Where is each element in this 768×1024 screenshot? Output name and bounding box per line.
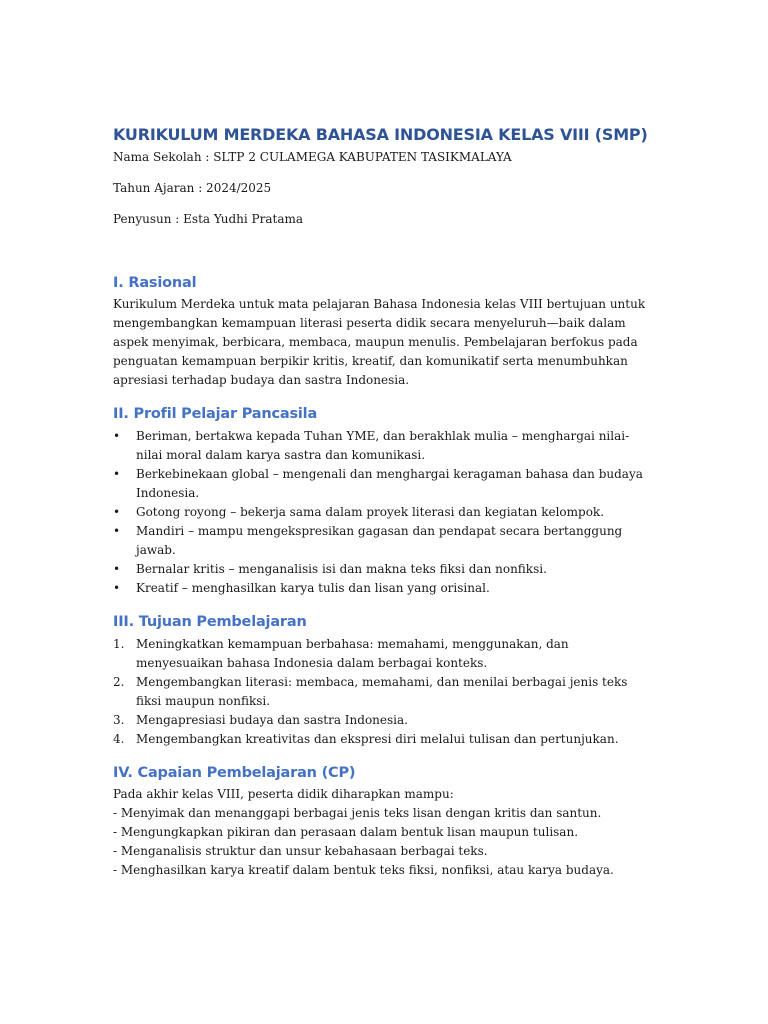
- bullet-icon: •: [113, 562, 121, 576]
- list-item: [113, 522, 653, 560]
- list-item-text: Mandiri – mampu mengekspresikan gagasan dan pendapat secara bertanggung jawab.: [136, 524, 623, 557]
- list-item: [113, 427, 653, 465]
- list-number: 1.: [113, 637, 125, 651]
- rasional-paragraph: Kurikulum Merdeka untuk mata pelajaran Bahasa Indonesia kelas VIII bertujuan untuk mengembangkan kemampuan literasi peserta didik secara menyeluruh—baik dalam aspek menyimak, berbicara, membaca, maupun menulis. Pembelajaran berfokus pada penguatan kemampuan berpikir kritis, kreatif, dan komunikatif serta menumbuhkan apresiasi terhadap budaya dan sastra Indonesia.: [113, 297, 646, 387]
- school-name: Nama Sekolah : SLTP 2 CULAMEGA KABUPATEN TASIKMALAYA: [113, 150, 512, 164]
- list-item: [113, 503, 653, 522]
- list-item: [113, 730, 653, 749]
- list-item-text: Gotong royong – bekerja sama dalam proyek literasi dan kegiatan kelompok.: [136, 505, 605, 519]
- section-heading-profil: II. Profil Pelajar Pancasila: [113, 406, 318, 422]
- list-item-text: Mengapresiasi budaya dan sastra Indonesia.: [136, 713, 408, 727]
- list-item-text: Meningkatkan kemampuan berbahasa: memahami, menggunakan, dan menyesuaikan bahasa Indonesia dalam berbagai konteks.: [136, 637, 569, 670]
- list-item-text: Beriman, bertakwa kepada Tuhan YME, dan berakhlak mulia – menghargai nilai-nilai moral dalam karya sastra dan komunikasi.: [136, 429, 630, 462]
- capaian-line: - Menghasilkan karya kreatif dalam bentuk teks fiksi, nonfiksi, atau karya budaya.: [113, 863, 614, 877]
- capaian-block: [113, 785, 653, 880]
- list-number: 3.: [113, 713, 125, 727]
- bullet-icon: •: [113, 581, 121, 595]
- bullet-icon: •: [113, 467, 121, 481]
- profil-list: [113, 427, 653, 598]
- list-item: [113, 635, 653, 673]
- list-number: 4.: [113, 732, 125, 746]
- section-heading-rasional: I. Rasional: [113, 275, 197, 291]
- list-item-text: Mengembangkan literasi: membaca, memahami, dan menilai berbagai jenis teks fiksi maupun nonfiksi.: [136, 675, 628, 708]
- list-item: [113, 465, 653, 503]
- section-heading-capaian: IV. Capaian Pembelajaran (CP): [113, 765, 356, 781]
- list-item: [113, 673, 653, 711]
- academic-year: Tahun Ajaran : 2024/2025: [113, 181, 272, 195]
- capaian-line: - Mengungkapkan pikiran dan perasaan dalam bentuk lisan maupun tulisan.: [113, 825, 579, 839]
- list-item: [113, 579, 653, 598]
- capaian-line: - Menganalisis struktur dan unsur kebahasaan berbagai teks.: [113, 844, 488, 858]
- tujuan-list: [113, 635, 653, 749]
- bullet-icon: •: [113, 505, 121, 519]
- section-heading-tujuan: III. Tujuan Pembelajaran: [113, 614, 307, 630]
- list-number: 2.: [113, 675, 125, 689]
- document-title: KURIKULUM MERDEKA BAHASA INDONESIA KELAS VIII (SMP): [113, 125, 648, 144]
- document-page: [113, 123, 653, 880]
- capaian-intro: Pada akhir kelas VIII, peserta didik diharapkan mampu:: [113, 787, 454, 801]
- list-item-text: Berkebinekaan global – mengenali dan menghargai keragaman bahasa dan budaya Indonesia.: [136, 467, 643, 500]
- author: Penyusun : Esta Yudhi Pratama: [113, 212, 304, 226]
- list-item: [113, 560, 653, 579]
- capaian-line: - Menyimak dan menanggapi berbagai jenis teks lisan dengan kritis dan santun.: [113, 806, 602, 820]
- list-item: [113, 711, 653, 730]
- bullet-icon: •: [113, 524, 121, 538]
- bullet-icon: •: [113, 429, 121, 443]
- list-item-text: Kreatif – menghasilkan karya tulis dan lisan yang orisinal.: [136, 581, 490, 595]
- list-item-text: Bernalar kritis – menganalisis isi dan makna teks fiksi dan nonfiksi.: [136, 562, 547, 576]
- list-item-text: Mengembangkan kreativitas dan ekspresi diri melalui tulisan dan pertunjukan.: [136, 732, 619, 746]
